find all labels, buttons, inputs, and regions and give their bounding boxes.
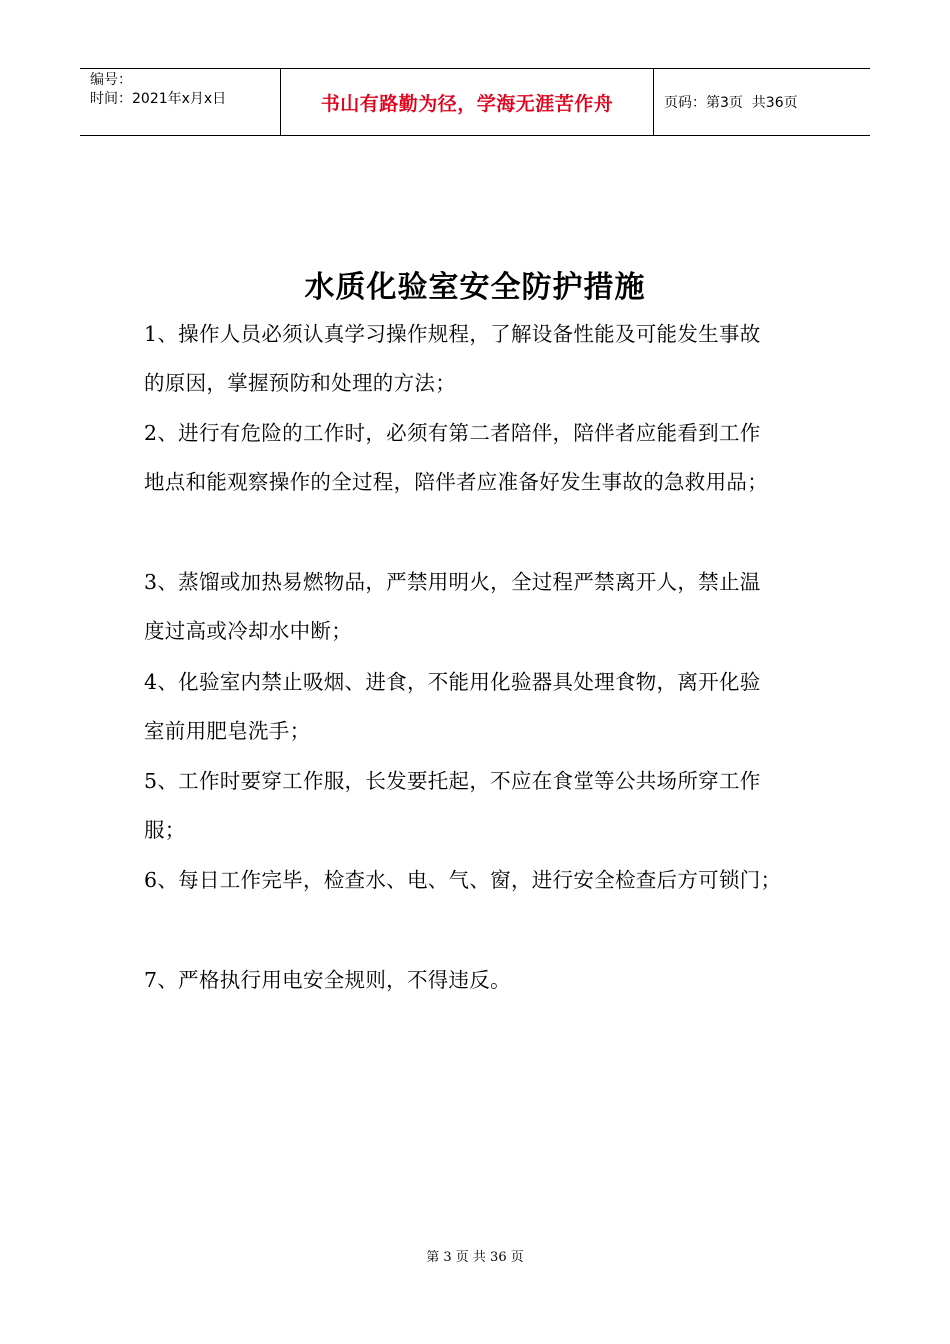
page-info-text: 页码：第3页 共36页 (664, 95, 798, 111)
paragraph-3 (144, 558, 814, 656)
paragraph-line: 5、工作时要穿工作服，长发要托起，不应在食堂等公共场所穿工作 (144, 769, 761, 793)
paragraph-line: 室前用肥皂洗手； (144, 719, 311, 743)
paragraph-line: 1、操作人员必须认真学习操作规程，了解设备性能及可能发生事故 (144, 322, 761, 346)
paragraph-line: 度过高或冷却水中断； (144, 619, 352, 643)
paragraph-line: 服； (144, 818, 186, 842)
number-label: 编号： (90, 72, 132, 88)
page-info-cell (654, 69, 870, 135)
motto-cell (281, 69, 654, 135)
document-header (80, 68, 870, 136)
paragraph-7 (144, 956, 814, 1005)
document-title: 水质化验室安全防护措施 (304, 270, 646, 305)
paragraph-line: 4、化验室内禁止吸烟、进食，不能用化验器具处理食物，离开化验 (144, 670, 761, 694)
paragraph-line: 7、严格执行用电安全规则，不得违反。 (144, 968, 511, 992)
header-meta-cell (80, 69, 281, 135)
paragraph-line: 2、进行有危险的工作时，必须有第二者陪伴，陪伴者应能看到工作 (144, 421, 761, 445)
paragraph-1 (144, 310, 814, 408)
paragraph-5 (144, 757, 814, 855)
page-footer: 第 3 页 共 36 页 (426, 1250, 524, 1265)
paragraph-2 (144, 409, 814, 507)
paragraph-4 (144, 658, 814, 756)
paragraph-line: 地点和能观察操作的全过程，陪伴者应准备好发生事故的急救用品； (144, 470, 768, 494)
paragraph-6 (144, 856, 814, 905)
paragraph-line: 3、蒸馏或加热易燃物品，严禁用明火，全过程严禁离开人，禁止温 (144, 570, 761, 594)
motto-text: 书山有路勤为径，学海无涯苦作舟 (320, 92, 614, 115)
paragraph-line: 的原因，掌握预防和处理的方法； (144, 371, 456, 395)
paragraph-line: 6、每日工作完毕，检查水、电、气、窗，进行安全检查后方可锁门； (144, 868, 782, 892)
time-label: 时间：2021年x月x日 (90, 91, 227, 107)
